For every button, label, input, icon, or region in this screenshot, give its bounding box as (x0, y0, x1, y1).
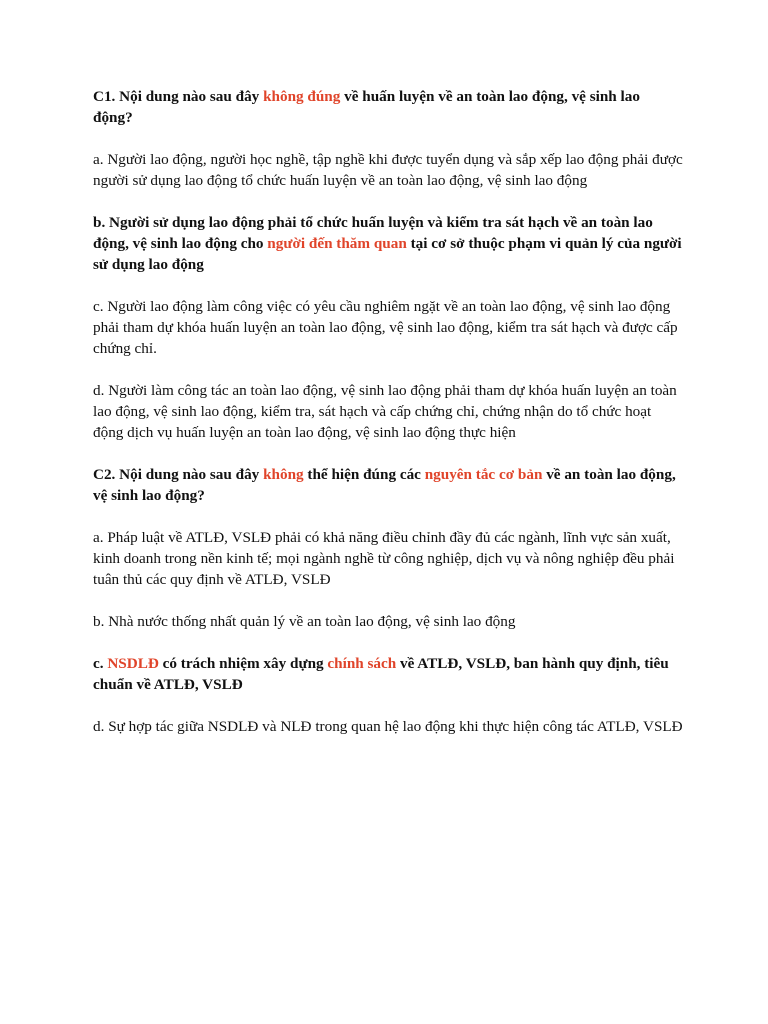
document-page (93, 86, 683, 758)
question-1-option-b-highlight: người đến thăm quan (267, 235, 407, 252)
question-1-option-c: c. Người lao động làm công việc có yêu cầu nghiêm ngặt về an toàn lao động, vệ sinh lao động phải tham dự khóa huấn luyện an toàn lao động, vệ sinh lao động, kiểm tra sát hạch và được cấp chứng chỉ. (93, 298, 678, 357)
question-1-option-a: a. Người lao động, người học nghề, tập nghề khi được tuyển dụng và sắp xếp lao động phải được người sử dụng lao động tổ chức huấn luyện về an toàn lao động, vệ sinh lao động (93, 151, 683, 189)
question-2-option-c-highlight-1: NSDLĐ (107, 655, 159, 672)
question-1-option-b-suffix: tại cơ sở thuộc phạm vi quản lý của người sử dụng lao động (93, 235, 682, 273)
question-1-highlight: không đúng (263, 88, 341, 105)
question-1-option-b-prefix: b. Người sử dụng lao động phải tổ chức huấn luyện và kiểm tra sát hạch về an toàn lao động, vệ sinh lao động cho (93, 214, 653, 252)
question-2-option-c-suffix: về ATLĐ, VSLĐ, ban hành quy định, tiêu chuẩn về ATLĐ, VSLĐ (93, 655, 669, 693)
question-1-prefix: C1. Nội dung nào sau đây (93, 88, 264, 105)
question-2-option-b: b. Nhà nước thống nhất quản lý về an toàn lao động, vệ sinh lao động (93, 613, 516, 630)
question-1-option-d: d. Người làm công tác an toàn lao động, vệ sinh lao động phải tham dự khóa huấn luyện an toàn lao động, vệ sinh lao động, kiểm tra, sát hạch và cấp chứng chỉ, chứng nhận do tổ chức hoạt động dịch vụ huấn luyện an toàn lao động, vệ sinh lao động thực hiện (93, 382, 677, 441)
question-2-highlight-2: nguyên tắc cơ bản (424, 466, 543, 483)
question-2-option-c-prefix: c. (93, 655, 108, 672)
question-1-suffix: về huấn luyện về an toàn lao động, vệ sinh lao động? (93, 88, 640, 126)
question-2-option-a: a. Pháp luật về ATLĐ, VSLĐ phải có khả năng điều chỉnh đầy đủ các ngành, lĩnh vực sản xuất, kinh doanh trong nền kinh tế; mọi ngành nghề từ công nghiệp, dịch vụ và nông nghiệp đều phải tuân thủ các quy định về ATLĐ, VSLĐ (93, 529, 675, 588)
question-2-text (93, 464, 683, 506)
question-2-prefix: C2. Nội dung nào sau đây (93, 466, 264, 483)
question-2-option-d: d. Sự hợp tác giữa NSDLĐ và NLĐ trong quan hệ lao động khi thực hiện công tác ATLĐ, VSLĐ (93, 718, 683, 735)
question-2-option-c-middle: có trách nhiệm xây dựng (158, 655, 328, 672)
question-1-option-b (93, 212, 683, 275)
question-2-middle: thể hiện đúng các (303, 466, 425, 483)
question-2-suffix: về an toàn lao động, vệ sinh lao động? (93, 466, 676, 504)
question-1-text (93, 86, 683, 128)
question-2-option-c (93, 653, 683, 695)
question-2-option-c-highlight-2: chính sách (327, 655, 397, 672)
question-2-highlight-1: không (263, 466, 304, 483)
